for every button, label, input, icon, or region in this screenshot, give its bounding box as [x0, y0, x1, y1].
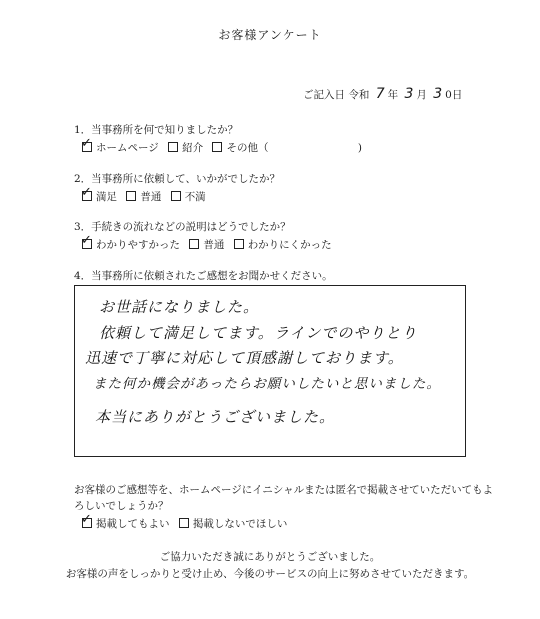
- date-field: [303, 86, 462, 102]
- checkbox-icon[interactable]: [168, 142, 178, 152]
- checkbox-icon[interactable]: [126, 191, 136, 201]
- footer-thanks: ご協力いただき誠にありがとうございました。: [159, 551, 381, 563]
- checkbox-icon[interactable]: [82, 239, 92, 249]
- date-era: 令和: [348, 89, 370, 101]
- question-3: 3．手続きの流れなどの説明はどうでしたか？: [74, 221, 291, 233]
- question-3-options: [82, 237, 338, 252]
- question-1: 1．当事務所を何で知りましたか？: [74, 124, 239, 136]
- consent-question-line-1: お客様のご感想等を、ホームページにイニシャルまたは匿名で掲載させていただいてもよ: [74, 484, 494, 496]
- date-label: ご記入日: [303, 89, 345, 101]
- question-2: 2．当事務所に依頼して、いかがでしたか？: [74, 173, 280, 185]
- page-title: お客様アンケート: [218, 28, 322, 42]
- q2-option-normal[interactable]: 普通: [126, 191, 161, 203]
- handwritten-line-4: また何か機会があったらお願いしたいと思いました。: [93, 376, 441, 392]
- consent-option-allow[interactable]: ✓掲載してもよい: [82, 518, 170, 530]
- handwritten-line-5: 本当にありがとうございました。: [95, 408, 336, 426]
- date-month-unit: 月: [416, 89, 427, 101]
- comment-box[interactable]: [74, 285, 466, 457]
- question-1-options: [82, 140, 368, 155]
- q2-option-unsatisfied[interactable]: 不満: [171, 191, 206, 203]
- question-2-options: [82, 189, 212, 204]
- checkbox-icon[interactable]: [179, 518, 189, 528]
- question-4: 4．当事務所に依頼されたご感想をお聞かせください。: [74, 270, 333, 282]
- q3-option-unclear[interactable]: わかりにくかった: [234, 239, 332, 251]
- q2-option-satisfied[interactable]: ✓満足: [82, 191, 117, 203]
- checkbox-icon[interactable]: [171, 191, 181, 201]
- checkbox-icon[interactable]: [82, 142, 92, 152]
- date-year: 7: [375, 86, 385, 102]
- q3-option-clear[interactable]: ✓わかりやすかった: [82, 239, 180, 251]
- footer-message: お客様の声をしっかりと受け止め、今後のサービスの向上に努めさせていただきます。: [65, 568, 475, 580]
- checkbox-icon[interactable]: [212, 142, 222, 152]
- consent-options: [82, 516, 293, 531]
- handwritten-line-2: 依頼して満足してます。ラインでのやりとり: [99, 324, 418, 342]
- checkbox-icon[interactable]: [189, 239, 199, 249]
- q1-option-other[interactable]: その他（: [212, 142, 268, 154]
- q1-option-referral[interactable]: 紹介: [168, 142, 203, 154]
- date-day: 3: [433, 86, 443, 102]
- checkbox-icon[interactable]: [82, 191, 92, 201]
- date-year-unit: 年: [387, 89, 399, 101]
- handwritten-line-1: お世話になりました。: [99, 298, 260, 316]
- q1-option-homepage[interactable]: ✓ホームページ: [82, 142, 159, 154]
- consent-question-line-2: ろしいでしょうか？: [74, 500, 169, 512]
- date-month: 3: [404, 86, 414, 102]
- q1-other-close: ): [357, 142, 362, 154]
- date-day-unit: 0日: [445, 89, 463, 101]
- checkbox-icon[interactable]: [234, 239, 244, 249]
- handwritten-line-3: 迅速で丁寧に対応して頂感謝しております。: [85, 349, 404, 367]
- checkbox-icon[interactable]: [82, 518, 92, 528]
- q3-option-normal[interactable]: 普通: [189, 239, 224, 251]
- consent-option-deny[interactable]: 掲載しないでほしい: [179, 518, 288, 530]
